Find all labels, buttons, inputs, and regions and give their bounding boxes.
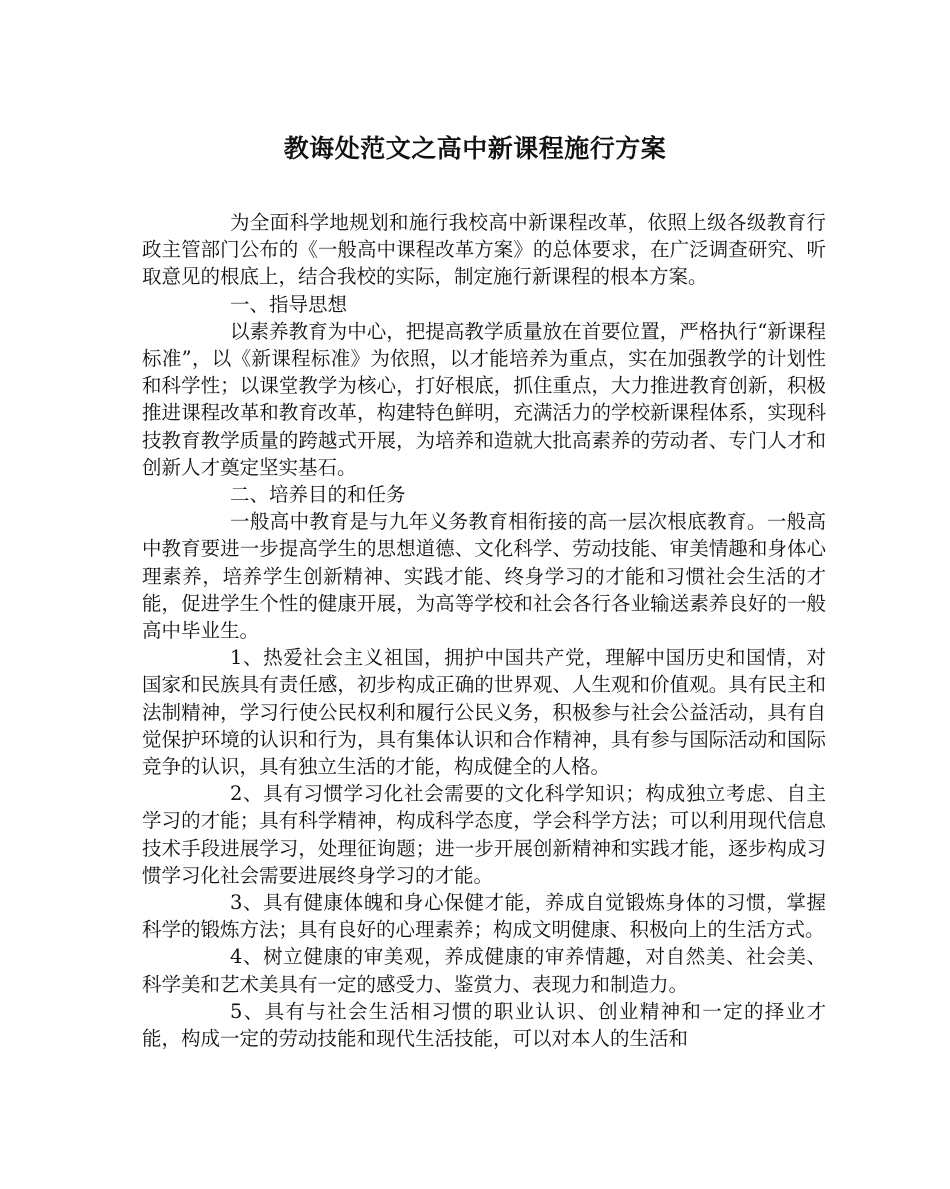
section-heading-guiding-ideology: 一、指导思想 — [230, 292, 348, 316]
paragraph-goal-4: 4、树立健康的审美观，养成健康的审养情趣，对自然美、社会美、科学美和艺术美具有一定的感受力、鉴赏力、表现力和制造力。 — [142, 945, 826, 996]
paragraph-intro: 为全面科学地规划和施行我校高中新课程改革，依照上级各级教育行政主管部门公布的《一般高中课程改革方案》的总体要求，在广泛调查研究、听取意见的根底上，结合我校的实际，制定施行新课程的根本方案。 — [142, 211, 826, 289]
paragraph-guiding-ideology: 以素养教育为中心，把提高教学质量放在首要位置，严格执行“新课程标准”，以《新课程标准》为依照，以才能培养为重点，实在加强教学的计划性和科学性；以课堂教学为核心，打好根底，抓住重点，大力推进教育创新，积极推进课程改革和教育改革，构建特色鲜明，充满活力的学校新课程体系，实现科技教育教学质量的跨越式开展，为培养和造就大批高素养的劳动者、专门人才和创新人才奠定坚实基石。 — [142, 319, 826, 479]
paragraph-goal-2: 2、具有习惯学习化社会需要的文化科学知识；构成独立考虑、自主学习的才能；具有科学精神，构成科学态度，学会科学方法；可以利用现代信息技术手段进展学习，处理征询题；进一步开展创新精神和实践才能，逐步构成习惯学习化社会需要进展终身学习的才能。 — [142, 782, 826, 887]
document-title: 教诲处范文之高中新课程施行方案 — [283, 134, 667, 163]
section-heading-goals-and-tasks: 二、培养目的和任务 — [230, 483, 406, 507]
paragraph-goals-overview: 一般高中教育是与九年义务教育相衔接的高一层次根底教育。一般高中教育要进一步提高学生的思想道德、文化科学、劳动技能、审美情趣和身体心理素养，培养学生创新精神、实践才能、终身学习的才能和习惯社会生活的才能，促进学生个性的健康开展，为高等学校和社会各行各业输送素养良好的一般高中毕业生。 — [142, 510, 826, 643]
paragraph-goal-5: 5、具有与社会生活相习惯的职业认识、创业精神和一定的择业才能，构成一定的劳动技能和现代生活技能，可以对本人的生活和 — [142, 999, 826, 1051]
paragraph-goal-3: 3、具有健康体魄和身心保健才能，养成自觉锻炼身体的习惯，掌握科学的锻炼方法；具有良好的心理素养；构成文明健康、积极向上的生活方式。 — [142, 891, 826, 942]
document-body — [142, 209, 826, 1052]
paragraph-goal-1: 1、热爱社会主义祖国，拥护中国共产党，理解中国历史和国情，对国家和民族具有责任感，初步构成正确的世界观、人生观和价值观。具有民主和法制精神，学习行使公民权利和履行公民义务，积极参与社会公益活动，具有自觉保护环境的认识和行为，具有集体认识和合作精神，具有参与国际活动和国际竞争的认识，具有独立生活的才能，构成健全的人格。 — [142, 646, 826, 779]
